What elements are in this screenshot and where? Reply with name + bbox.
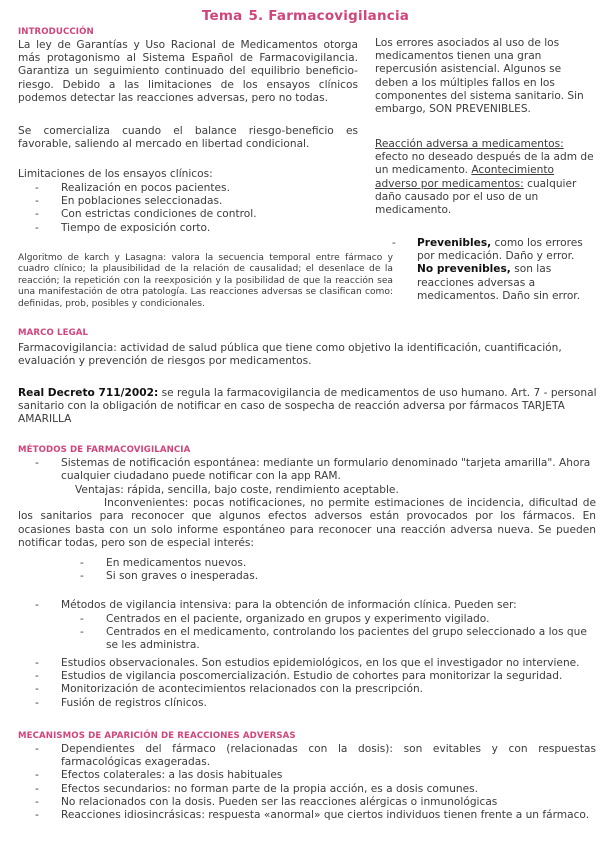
intro-heading: INTRODUCCIÓN bbox=[18, 27, 94, 37]
list-item: - No relacionados con la dosis. Pueden ser las reacciones alérgicas o inmunológicas bbox=[18, 796, 596, 809]
acontecimiento-term: Acontecimiento adverso por medicamentos: bbox=[375, 164, 555, 190]
dash: - bbox=[392, 237, 396, 249]
title-tema: Tema bbox=[201, 8, 243, 24]
decree-paragraph bbox=[18, 387, 598, 427]
acontecimiento-definition: cualquier daño causado por el uso de un medicamento. bbox=[375, 177, 577, 217]
list-item: - Tiempo de exposición corto. bbox=[18, 222, 358, 235]
definitions-block bbox=[375, 138, 597, 217]
intro-paragraph-1: La ley de Garantías y Uso Racional de Medicamentos otorga más protagonismo al Sistema Español de Farmacovigilancia. Garantiza un seguimiento continuado del equilibrio beneficio-riesgo. Debido a las limitaciones de los ensayos clínicos podemos detectar las reacciones adversas, pero no todas. bbox=[18, 39, 358, 104]
list-item: - Estudios de vigilancia poscomercialización. Estudio de cohortes para monitorizar la seguridad. bbox=[18, 670, 596, 683]
decree-text: se regula la farmacovigilancia de medicamentos de uso humano. Art. 7 - personal sanitario con la obligación de notificar en caso de sospecha de reacción adversa por fármacos TARJETA AMARILLA bbox=[18, 387, 597, 426]
limits-title: Limitaciones de los ensayos clínicos: bbox=[18, 168, 213, 180]
no-prevenibles-item bbox=[375, 263, 597, 303]
algorithm-note: Algoritmo de karch y Lasagna: valora la secuencia temporal entre fármaco y cuadro clínico; la plausibilidad de la relación de causalidad; el desenlace de la reacción; la repetición con la reexposición y la posibilidad de que la reacción sea una manifestación de otra patología. Las reacciones adversas se clasifican como: definidas, prob, posibles y condicionales. bbox=[18, 253, 393, 309]
list-item: - Realización en pocos pacientes. bbox=[18, 182, 358, 195]
prevenibles-term: Prevenibles, bbox=[417, 237, 492, 249]
legal-definition: Farmacovigilancia: actividad de salud pública que tiene como objetivo la identificación, cuantificación, evaluación y prevención de riesgos por medicamentos. bbox=[18, 342, 562, 368]
prevenibles-item bbox=[375, 237, 597, 263]
rea-term: Reacción adversa a medicamentos: bbox=[375, 138, 564, 150]
list-item: - Fusión de registros clínicos. bbox=[18, 697, 596, 710]
list-item: - Efectos colaterales: a las dosis habituales bbox=[18, 769, 596, 782]
spont-pros-cons bbox=[18, 484, 596, 550]
legal-heading: MARCO LEGAL bbox=[18, 328, 89, 338]
list-item: - Reacciones idiosincrásicas: respuesta «anormal» que ciertos individuos tienen frente a un fármaco. bbox=[18, 809, 596, 822]
other-methods-list bbox=[18, 657, 596, 710]
list-item: - Métodos de vigilancia intensiva: para la obtención de información clínica. Pueden ser: bbox=[18, 599, 596, 612]
title-name: 5. Farmacovigilancia bbox=[248, 8, 410, 24]
mechanisms-heading: MECANISMOS DE APARICIÓN DE REACCIONES ADVERSAS bbox=[18, 731, 296, 741]
intensive-list bbox=[18, 599, 596, 612]
rea-definition: efecto no deseado después de la adm de un medicamento. bbox=[375, 151, 594, 177]
page-title bbox=[0, 8, 611, 24]
intro-paragraph-2: Se comercializa cuando el balance riesgo-beneficio es favorable, saliendo al mercado en libertad condicional. bbox=[18, 125, 358, 151]
list-item: - En poblaciones seleccionadas. bbox=[18, 195, 358, 208]
inconvenientes-line: Inconvenientes: pocas notificaciones, no permite estimaciones de incidencia, dificultad de los sanitarios para reconocer que algunos efectos adversos están provocados por los fármacos. En ocasiones basta con un solo informe espontáneo para reconocer una reacción adversa nueva. Se pueden notificar todas, pero son de especial interés: bbox=[18, 497, 596, 549]
special-interest-list bbox=[60, 557, 580, 583]
list-item: - Monitorización de acontecimientos relacionados con la prescripción. bbox=[18, 683, 596, 696]
ventajas-line: Ventajas: rápida, sencilla, bajo coste, rendimiento aceptable. bbox=[75, 484, 399, 496]
list-item: - En medicamentos nuevos. bbox=[60, 557, 580, 570]
prevenibles-text: como los errores por medicación. Daño y error. bbox=[417, 237, 583, 263]
errors-paragraph: Los errores asociados al uso de los medicamentos tienen una gran repercusión asistencial. Algunos se deben a los múltiples fallos en los componentes del sistema sanitario. Sin embargo, SON PREVENIBLES. bbox=[375, 37, 584, 116]
prevenibles-block bbox=[375, 237, 597, 303]
decree-name: Real Decreto 711/2002: bbox=[18, 387, 159, 399]
list-item: - Sistemas de notificación espontánea: mediante un formulario denominado "tarjeta amarilla". Ahora cualquier ciudadano puede notificar con la app RAM. bbox=[18, 457, 596, 483]
list-item: - Con estrictas condiciones de control. bbox=[18, 208, 358, 221]
list-item: - Si son graves o inesperadas. bbox=[60, 570, 580, 583]
methods-list bbox=[18, 457, 596, 483]
list-item: - Dependientes del fármaco (relacionadas con la dosis): son evitables y con respuestas farmacológicas exageradas. bbox=[18, 743, 596, 769]
limits-list bbox=[18, 182, 358, 235]
no-prevenibles-text: son las reacciones adversas a medicamentos. Daño sin error. bbox=[417, 263, 581, 302]
methods-heading: MÉTODOS DE FARMACOVIGILANCIA bbox=[18, 445, 191, 455]
list-item: - Efectos secundarios: no forman parte de la propia acción, es a dosis comunes. bbox=[18, 783, 596, 796]
list-item: - Estudios observacionales. Son estudios epidemiológicos, en los que el investigador no interviene. bbox=[18, 657, 596, 670]
list-item: - Centrados en el medicamento, controlando los pacientes del grupo seleccionado a los que se les administra. bbox=[60, 626, 596, 652]
no-prevenibles-term: No prevenibles, bbox=[417, 263, 511, 276]
intensive-sublist bbox=[60, 613, 596, 653]
mechanisms-list bbox=[18, 743, 596, 822]
list-item: - Centrados en el paciente, organizado en grupos y experimento vigilado. bbox=[60, 613, 596, 626]
